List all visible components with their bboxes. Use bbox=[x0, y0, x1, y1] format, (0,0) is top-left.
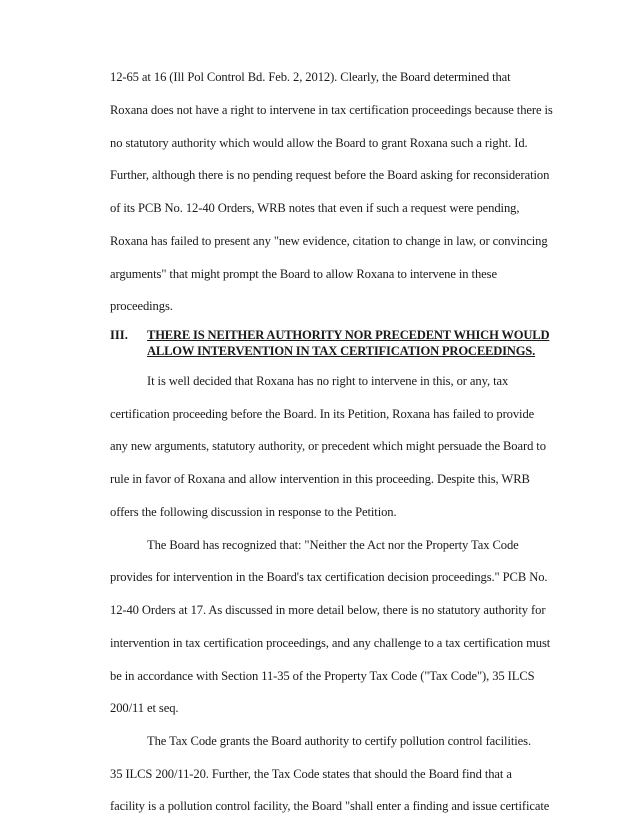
body-line: arguments" that might prompt the Board to allow Roxana to intervene in these bbox=[110, 267, 497, 281]
body-line: proceedings. bbox=[110, 299, 173, 313]
body-line: of its PCB No. 12-40 Orders, WRB notes that even if such a request were pending, bbox=[110, 201, 520, 215]
body-line: Roxana does not have a right to intervene in tax certification proceedings because there is bbox=[110, 103, 553, 117]
body-line: It is well decided that Roxana has no right to intervene in this, or any, tax bbox=[147, 374, 509, 388]
body-line: 12-65 at 16 (Ill Pol Control Bd. Feb. 2, 2012). Clearly, the Board determined that bbox=[110, 70, 511, 84]
body-line: The Tax Code grants the Board authority to certify pollution control facilities. bbox=[147, 734, 531, 748]
body-line: rule in favor of Roxana and allow intervention in this proceeding. Despite this, WRB bbox=[110, 472, 530, 486]
body-line: certification proceeding before the Board. In its Petition, Roxana has failed to provide bbox=[110, 407, 535, 421]
body-line: intervention in tax certification proceedings, and any challenge to a tax certification must bbox=[110, 636, 551, 650]
body-line: be in accordance with Section 11-35 of the Property Tax Code ("Tax Code"), 35 ILCS bbox=[110, 669, 535, 683]
body-line: any new arguments, statutory authority, or precedent which might persuade the Board to bbox=[110, 439, 546, 453]
body-line: facility is a pollution control facility, the Board "shall enter a finding and issue certificate bbox=[110, 799, 550, 813]
body-line: 12-40 Orders at 17. As discussed in more detail below, there is no statutory authority for bbox=[110, 603, 546, 617]
body-line: no statutory authority which would allow the Board to grant Roxana such a right. Id. bbox=[110, 136, 528, 150]
section-heading-line-2: ALLOW INTERVENTION IN TAX CERTIFICATION PROCEEDINGS. bbox=[147, 344, 536, 358]
body-line: provides for intervention in the Board's tax certification decision proceedings." PCB No. bbox=[110, 570, 548, 584]
body-line: offers the following discussion in response to the Petition. bbox=[110, 505, 397, 519]
body-line: 200/11 et seq. bbox=[110, 701, 179, 715]
section-heading-line-1: THERE IS NEITHER AUTHORITY NOR PRECEDENT WHICH WOULD bbox=[147, 328, 550, 342]
body-line: The Board has recognized that: "Neither the Act nor the Property Tax Code bbox=[147, 538, 519, 552]
body-line: Further, although there is no pending request before the Board asking for reconsideration bbox=[110, 168, 550, 182]
body-line: Roxana has failed to present any "new evidence, citation to change in law, or convincing bbox=[110, 234, 548, 248]
body-line: 35 ILCS 200/11-20. Further, the Tax Code states that should the Board find that a bbox=[110, 767, 512, 781]
section-number: III. bbox=[110, 328, 128, 342]
